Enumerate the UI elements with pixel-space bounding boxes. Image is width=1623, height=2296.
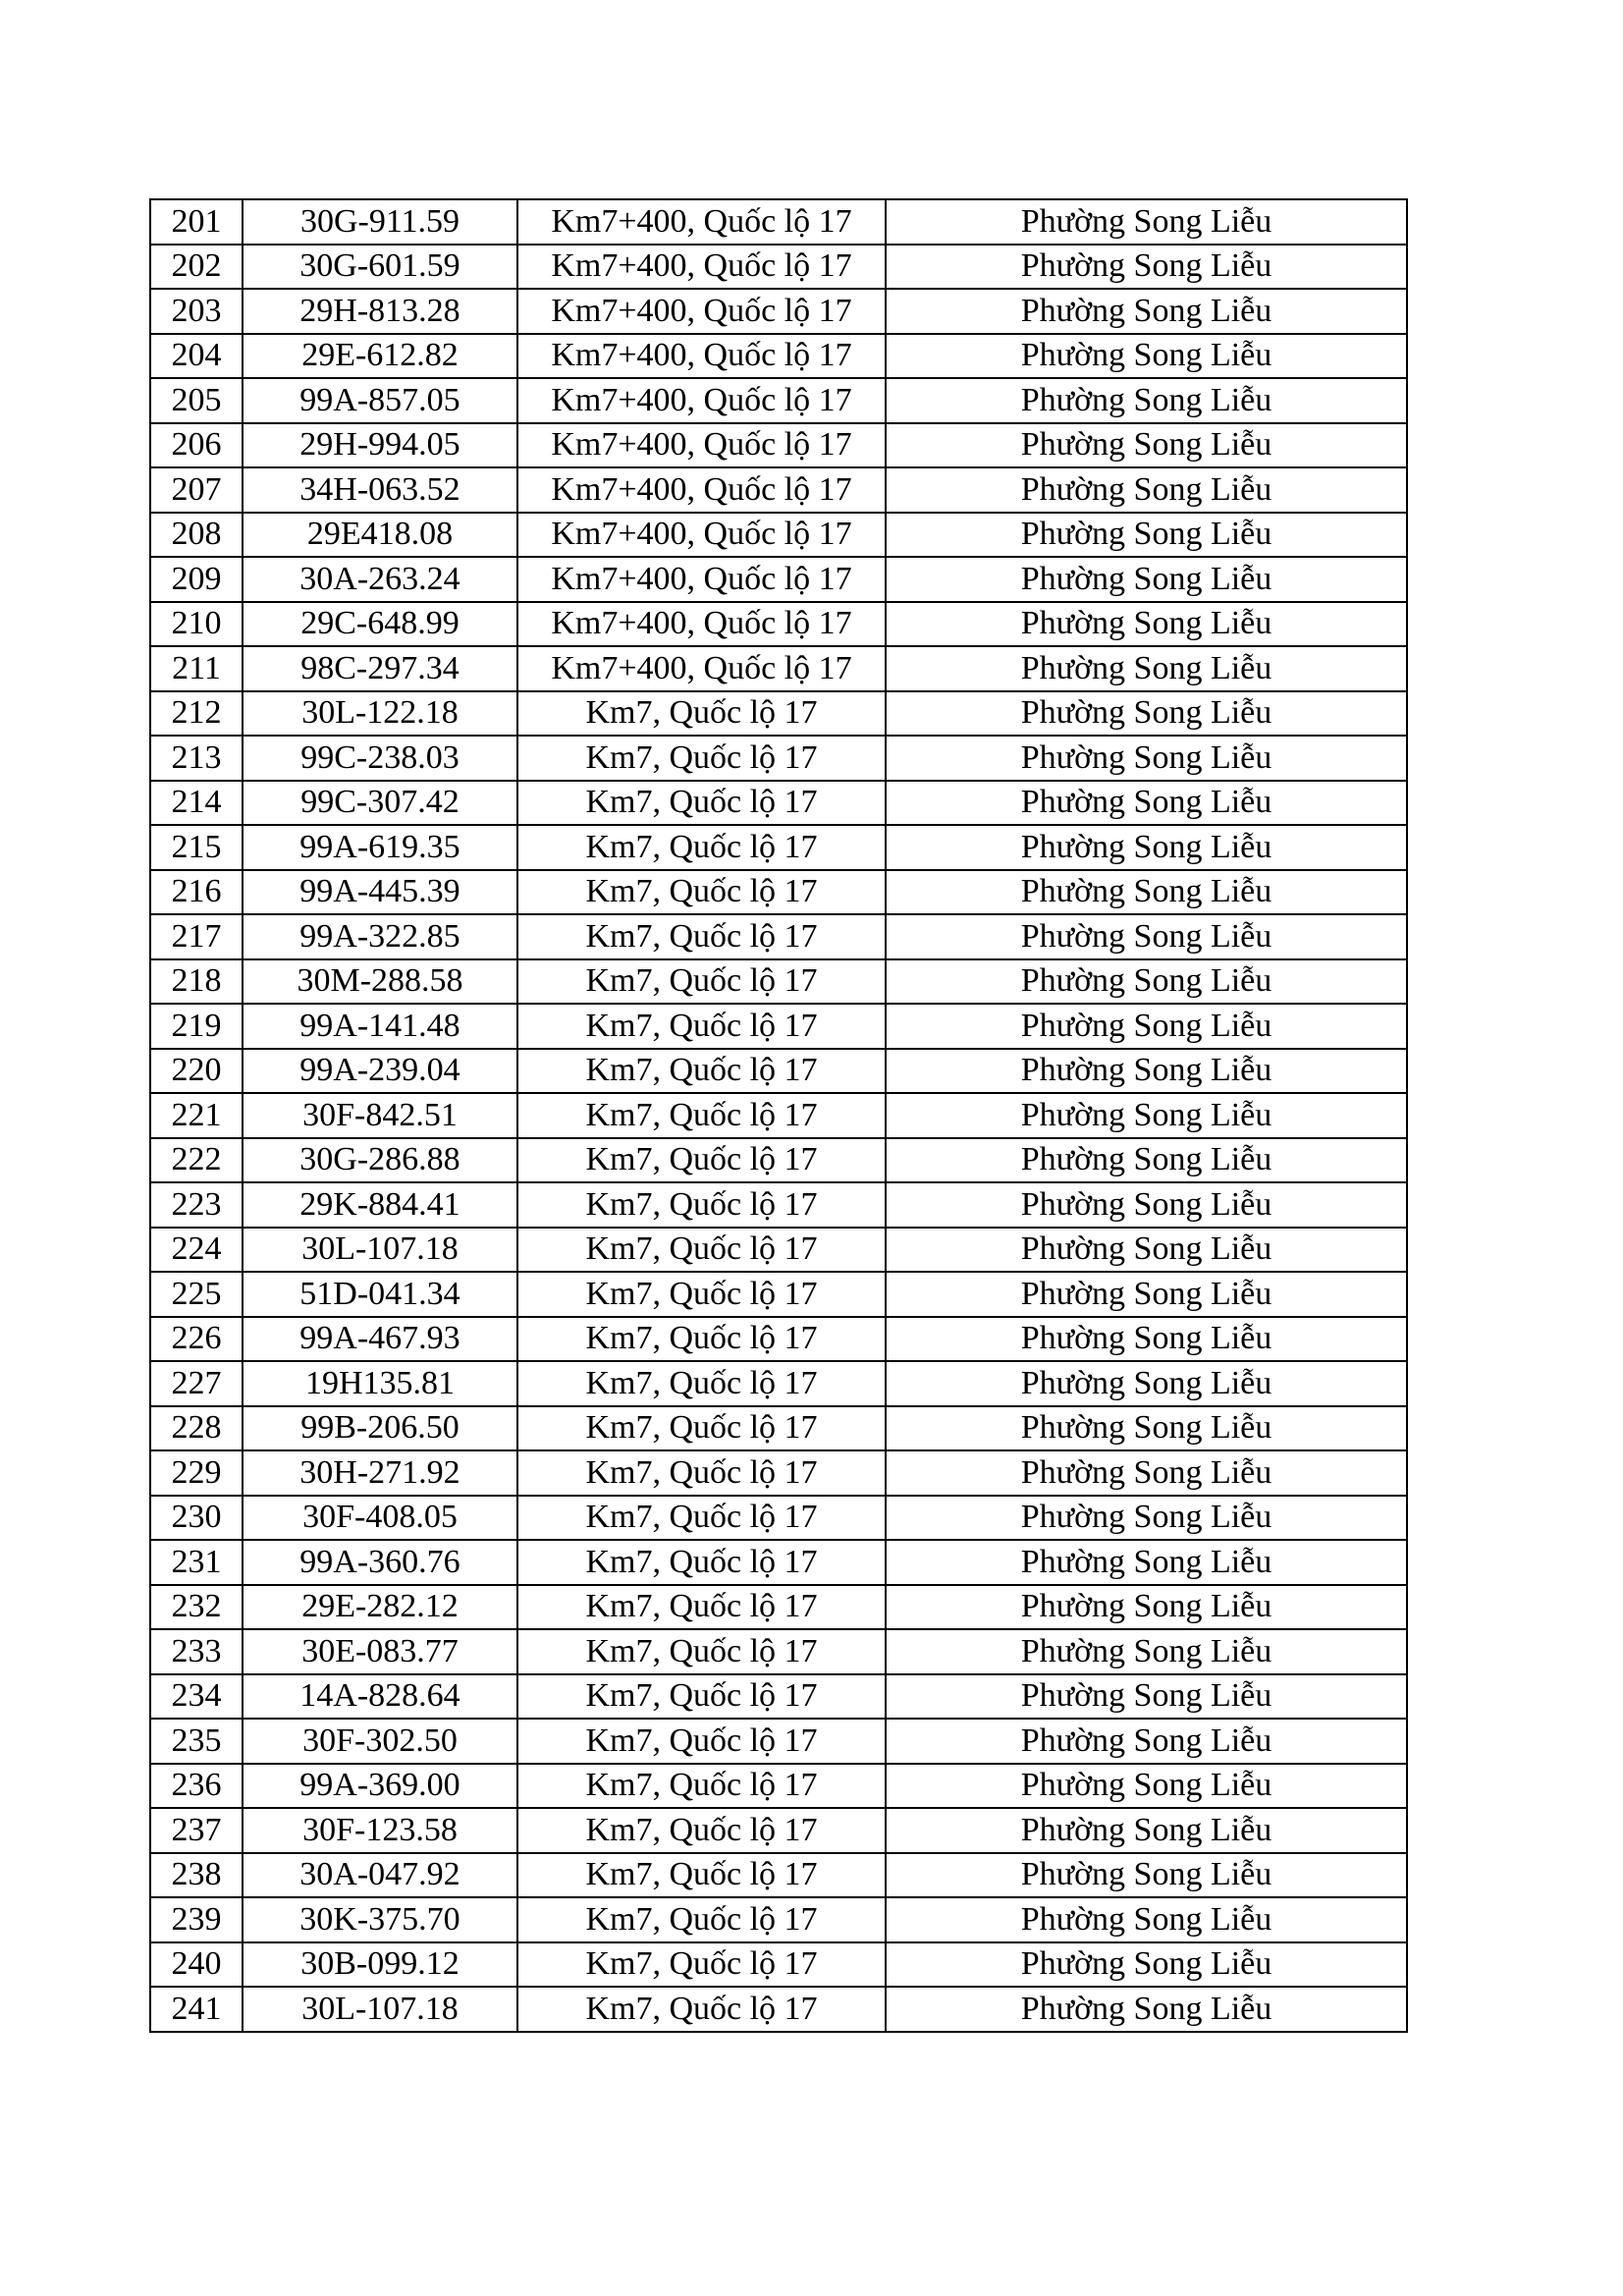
location-cell: Km7+400, Quốc lộ 17 xyxy=(517,334,886,379)
table-row xyxy=(150,199,1407,245)
table-row xyxy=(150,467,1407,513)
location-cell: Km7+400, Quốc lộ 17 xyxy=(517,646,886,691)
table-row xyxy=(150,1629,1407,1674)
row-number-cell: 212 xyxy=(150,691,243,737)
license-plate-cell: 29C-648.99 xyxy=(243,602,517,647)
location-cell: Km7, Quốc lộ 17 xyxy=(517,825,886,870)
table-row xyxy=(150,423,1407,468)
table-row xyxy=(150,1540,1407,1585)
ward-cell: Phường Song Liễu xyxy=(886,781,1407,826)
ward-cell: Phường Song Liễu xyxy=(886,334,1407,379)
ward-cell: Phường Song Liễu xyxy=(886,646,1407,691)
license-plate-cell: 30M-288.58 xyxy=(243,959,517,1005)
license-plate-cell: 30G-911.59 xyxy=(243,199,517,245)
table-row xyxy=(150,1406,1407,1451)
location-cell: Km7, Quốc lộ 17 xyxy=(517,1585,886,1630)
ward-cell: Phường Song Liễu xyxy=(886,289,1407,334)
license-plate-cell: 99A-857.05 xyxy=(243,378,517,423)
table-row xyxy=(150,1897,1407,1942)
row-number-cell: 233 xyxy=(150,1629,243,1674)
row-number-cell: 232 xyxy=(150,1585,243,1630)
table-row xyxy=(150,914,1407,959)
row-number-cell: 230 xyxy=(150,1496,243,1541)
location-cell: Km7+400, Quốc lộ 17 xyxy=(517,557,886,602)
location-cell: Km7+400, Quốc lộ 17 xyxy=(517,513,886,558)
ward-cell: Phường Song Liễu xyxy=(886,199,1407,245)
row-number-cell: 234 xyxy=(150,1674,243,1720)
ward-cell: Phường Song Liễu xyxy=(886,467,1407,513)
row-number-cell: 224 xyxy=(150,1228,243,1273)
row-number-cell: 222 xyxy=(150,1138,243,1183)
table-row xyxy=(150,736,1407,781)
table-row xyxy=(150,1272,1407,1317)
table-row xyxy=(150,1585,1407,1630)
table-row xyxy=(150,1182,1407,1228)
ward-cell: Phường Song Liễu xyxy=(886,557,1407,602)
license-plate-cell: 30F-408.05 xyxy=(243,1496,517,1541)
location-cell: Km7, Quốc lộ 17 xyxy=(517,736,886,781)
license-plate-cell: 99A-141.48 xyxy=(243,1004,517,1049)
row-number-cell: 235 xyxy=(150,1719,243,1764)
row-number-cell: 221 xyxy=(150,1093,243,1138)
row-number-cell: 237 xyxy=(150,1808,243,1853)
license-plate-cell: 99C-238.03 xyxy=(243,736,517,781)
row-number-cell: 218 xyxy=(150,959,243,1005)
license-plate-cell: 34H-063.52 xyxy=(243,467,517,513)
table-row xyxy=(150,378,1407,423)
table-row xyxy=(150,513,1407,558)
row-number-cell: 226 xyxy=(150,1317,243,1362)
location-cell: Km7, Quốc lộ 17 xyxy=(517,1317,886,1362)
location-cell: Km7+400, Quốc lộ 17 xyxy=(517,378,886,423)
row-number-cell: 231 xyxy=(150,1540,243,1585)
ward-cell: Phường Song Liễu xyxy=(886,378,1407,423)
ward-cell: Phường Song Liễu xyxy=(886,1317,1407,1362)
ward-cell: Phường Song Liễu xyxy=(886,513,1407,558)
location-cell: Km7, Quốc lộ 17 xyxy=(517,1674,886,1720)
license-plate-cell: 30A-047.92 xyxy=(243,1853,517,1898)
ward-cell: Phường Song Liễu xyxy=(886,1049,1407,1094)
location-cell: Km7, Quốc lộ 17 xyxy=(517,1853,886,1898)
license-plate-cell: 98C-297.34 xyxy=(243,646,517,691)
ward-cell: Phường Song Liễu xyxy=(886,1182,1407,1228)
table-row xyxy=(150,959,1407,1005)
license-plate-cell: 30A-263.24 xyxy=(243,557,517,602)
row-number-cell: 207 xyxy=(150,467,243,513)
table-row xyxy=(150,245,1407,290)
ward-cell: Phường Song Liễu xyxy=(886,423,1407,468)
location-cell: Km7, Quốc lộ 17 xyxy=(517,1629,886,1674)
license-plate-cell: 99A-322.85 xyxy=(243,914,517,959)
license-plate-cell: 19H135.81 xyxy=(243,1361,517,1406)
license-plate-cell: 30F-842.51 xyxy=(243,1093,517,1138)
ward-cell: Phường Song Liễu xyxy=(886,1853,1407,1898)
table-row xyxy=(150,334,1407,379)
location-cell: Km7, Quốc lộ 17 xyxy=(517,1228,886,1273)
location-cell: Km7, Quốc lộ 17 xyxy=(517,1540,886,1585)
location-cell: Km7, Quốc lộ 17 xyxy=(517,1987,886,2032)
table-row xyxy=(150,1719,1407,1764)
table-row xyxy=(150,1674,1407,1720)
ward-cell: Phường Song Liễu xyxy=(886,1093,1407,1138)
table-row xyxy=(150,1808,1407,1853)
license-plate-cell: 30L-107.18 xyxy=(243,1987,517,2032)
license-plate-cell: 29H-994.05 xyxy=(243,423,517,468)
row-number-cell: 240 xyxy=(150,1942,243,1988)
table-body xyxy=(150,199,1407,2032)
ward-cell: Phường Song Liễu xyxy=(886,1004,1407,1049)
ward-cell: Phường Song Liễu xyxy=(886,1719,1407,1764)
ward-cell: Phường Song Liễu xyxy=(886,825,1407,870)
ward-cell: Phường Song Liễu xyxy=(886,1450,1407,1496)
table-row xyxy=(150,1764,1407,1809)
location-cell: Km7, Quốc lộ 17 xyxy=(517,781,886,826)
ward-cell: Phường Song Liễu xyxy=(886,1138,1407,1183)
row-number-cell: 208 xyxy=(150,513,243,558)
location-cell: Km7+400, Quốc lộ 17 xyxy=(517,467,886,513)
table-row xyxy=(150,602,1407,647)
location-cell: Km7, Quốc lộ 17 xyxy=(517,691,886,737)
table-row xyxy=(150,781,1407,826)
row-number-cell: 223 xyxy=(150,1182,243,1228)
location-cell: Km7, Quốc lộ 17 xyxy=(517,1406,886,1451)
ward-cell: Phường Song Liễu xyxy=(886,1629,1407,1674)
location-cell: Km7+400, Quốc lộ 17 xyxy=(517,602,886,647)
table-row xyxy=(150,870,1407,915)
location-cell: Km7, Quốc lộ 17 xyxy=(517,1138,886,1183)
license-plate-cell: 30L-107.18 xyxy=(243,1228,517,1273)
ward-cell: Phường Song Liễu xyxy=(886,959,1407,1005)
violation-table xyxy=(149,198,1408,2033)
license-plate-cell: 99A-619.35 xyxy=(243,825,517,870)
location-cell: Km7, Quốc lộ 17 xyxy=(517,1897,886,1942)
location-cell: Km7, Quốc lộ 17 xyxy=(517,1093,886,1138)
license-plate-cell: 29K-884.41 xyxy=(243,1182,517,1228)
row-number-cell: 227 xyxy=(150,1361,243,1406)
table-row xyxy=(150,1093,1407,1138)
ward-cell: Phường Song Liễu xyxy=(886,1540,1407,1585)
license-plate-cell: 99C-307.42 xyxy=(243,781,517,826)
license-plate-cell: 99A-445.39 xyxy=(243,870,517,915)
row-number-cell: 215 xyxy=(150,825,243,870)
ward-cell: Phường Song Liễu xyxy=(886,1406,1407,1451)
row-number-cell: 201 xyxy=(150,199,243,245)
row-number-cell: 228 xyxy=(150,1406,243,1451)
table-row xyxy=(150,1942,1407,1988)
location-cell: Km7+400, Quốc lộ 17 xyxy=(517,199,886,245)
ward-cell: Phường Song Liễu xyxy=(886,1272,1407,1317)
license-plate-cell: 30B-099.12 xyxy=(243,1942,517,1988)
table-row xyxy=(150,825,1407,870)
row-number-cell: 239 xyxy=(150,1897,243,1942)
license-plate-cell: 30G-286.88 xyxy=(243,1138,517,1183)
license-plate-cell: 51D-041.34 xyxy=(243,1272,517,1317)
row-number-cell: 210 xyxy=(150,602,243,647)
row-number-cell: 220 xyxy=(150,1049,243,1094)
row-number-cell: 211 xyxy=(150,646,243,691)
row-number-cell: 205 xyxy=(150,378,243,423)
table-row xyxy=(150,289,1407,334)
location-cell: Km7, Quốc lộ 17 xyxy=(517,1004,886,1049)
license-plate-cell: 29E-282.12 xyxy=(243,1585,517,1630)
row-number-cell: 229 xyxy=(150,1450,243,1496)
row-number-cell: 219 xyxy=(150,1004,243,1049)
table-row xyxy=(150,557,1407,602)
ward-cell: Phường Song Liễu xyxy=(886,1764,1407,1809)
ward-cell: Phường Song Liễu xyxy=(886,1585,1407,1630)
row-number-cell: 204 xyxy=(150,334,243,379)
location-cell: Km7, Quốc lộ 17 xyxy=(517,1496,886,1541)
ward-cell: Phường Song Liễu xyxy=(886,1361,1407,1406)
license-plate-cell: 29H-813.28 xyxy=(243,289,517,334)
row-number-cell: 202 xyxy=(150,245,243,290)
row-number-cell: 213 xyxy=(150,736,243,781)
location-cell: Km7, Quốc lộ 17 xyxy=(517,1361,886,1406)
row-number-cell: 203 xyxy=(150,289,243,334)
license-plate-cell: 99A-467.93 xyxy=(243,1317,517,1362)
ward-cell: Phường Song Liễu xyxy=(886,1674,1407,1720)
location-cell: Km7, Quốc lộ 17 xyxy=(517,870,886,915)
location-cell: Km7, Quốc lộ 17 xyxy=(517,1450,886,1496)
location-cell: Km7, Quốc lộ 17 xyxy=(517,959,886,1005)
location-cell: Km7+400, Quốc lộ 17 xyxy=(517,289,886,334)
table-row xyxy=(150,1853,1407,1898)
location-cell: Km7, Quốc lộ 17 xyxy=(517,1942,886,1988)
ward-cell: Phường Song Liễu xyxy=(886,1942,1407,1988)
table-row xyxy=(150,646,1407,691)
table-row xyxy=(150,1361,1407,1406)
location-cell: Km7, Quốc lộ 17 xyxy=(517,914,886,959)
ward-cell: Phường Song Liễu xyxy=(886,1987,1407,2032)
license-plate-cell: 99A-360.76 xyxy=(243,1540,517,1585)
row-number-cell: 209 xyxy=(150,557,243,602)
license-plate-cell: 29E-612.82 xyxy=(243,334,517,379)
table-row xyxy=(150,1049,1407,1094)
location-cell: Km7, Quốc lộ 17 xyxy=(517,1272,886,1317)
ward-cell: Phường Song Liễu xyxy=(886,1496,1407,1541)
ward-cell: Phường Song Liễu xyxy=(886,870,1407,915)
location-cell: Km7, Quốc lộ 17 xyxy=(517,1049,886,1094)
row-number-cell: 217 xyxy=(150,914,243,959)
row-number-cell: 238 xyxy=(150,1853,243,1898)
location-cell: Km7, Quốc lộ 17 xyxy=(517,1764,886,1809)
table-row xyxy=(150,1450,1407,1496)
table-row xyxy=(150,1317,1407,1362)
table-row xyxy=(150,1987,1407,2032)
license-plate-cell: 14A-828.64 xyxy=(243,1674,517,1720)
ward-cell: Phường Song Liễu xyxy=(886,914,1407,959)
row-number-cell: 236 xyxy=(150,1764,243,1809)
row-number-cell: 214 xyxy=(150,781,243,826)
ward-cell: Phường Song Liễu xyxy=(886,1228,1407,1273)
license-plate-cell: 30L-122.18 xyxy=(243,691,517,737)
license-plate-cell: 99A-369.00 xyxy=(243,1764,517,1809)
license-plate-cell: 29E418.08 xyxy=(243,513,517,558)
license-plate-cell: 30E-083.77 xyxy=(243,1629,517,1674)
row-number-cell: 206 xyxy=(150,423,243,468)
table-row xyxy=(150,1228,1407,1273)
location-cell: Km7, Quốc lộ 17 xyxy=(517,1808,886,1853)
location-cell: Km7+400, Quốc lộ 17 xyxy=(517,423,886,468)
row-number-cell: 225 xyxy=(150,1272,243,1317)
license-plate-cell: 30F-123.58 xyxy=(243,1808,517,1853)
ward-cell: Phường Song Liễu xyxy=(886,736,1407,781)
license-plate-cell: 99B-206.50 xyxy=(243,1406,517,1451)
license-plate-cell: 30H-271.92 xyxy=(243,1450,517,1496)
license-plate-cell: 30F-302.50 xyxy=(243,1719,517,1764)
ward-cell: Phường Song Liễu xyxy=(886,602,1407,647)
row-number-cell: 216 xyxy=(150,870,243,915)
table-row xyxy=(150,1004,1407,1049)
ward-cell: Phường Song Liễu xyxy=(886,1897,1407,1942)
ward-cell: Phường Song Liễu xyxy=(886,691,1407,737)
table-row xyxy=(150,1138,1407,1183)
table-row xyxy=(150,1496,1407,1541)
ward-cell: Phường Song Liễu xyxy=(886,1808,1407,1853)
location-cell: Km7+400, Quốc lộ 17 xyxy=(517,245,886,290)
row-number-cell: 241 xyxy=(150,1987,243,2032)
location-cell: Km7, Quốc lộ 17 xyxy=(517,1182,886,1228)
location-cell: Km7, Quốc lộ 17 xyxy=(517,1719,886,1764)
table-row xyxy=(150,691,1407,737)
license-plate-cell: 99A-239.04 xyxy=(243,1049,517,1094)
license-plate-cell: 30K-375.70 xyxy=(243,1897,517,1942)
license-plate-cell: 30G-601.59 xyxy=(243,245,517,290)
ward-cell: Phường Song Liễu xyxy=(886,245,1407,290)
